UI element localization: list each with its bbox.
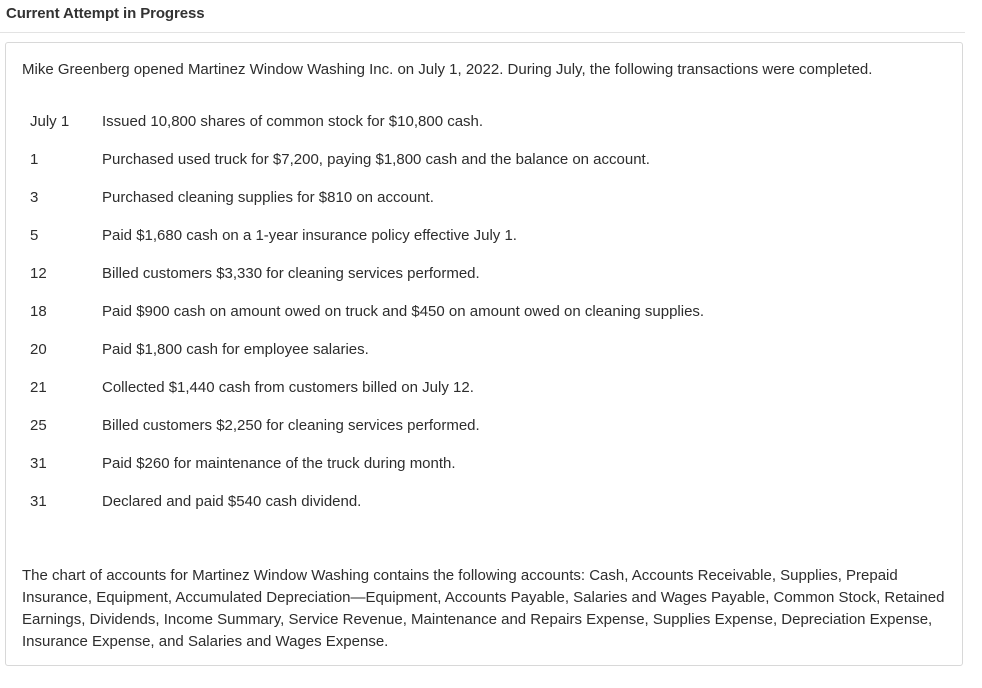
transaction-description: Paid $1,680 cash on a 1-year insurance policy effective July 1. (102, 227, 517, 244)
transaction-date: July 1 (30, 113, 70, 130)
transaction-date: 20 (30, 341, 47, 358)
transaction-date: 31 (30, 493, 47, 510)
transaction-date: 3 (30, 189, 39, 206)
transaction-date: 1 (30, 151, 39, 168)
transaction-description: Paid $1,800 cash for employee salaries. (102, 341, 369, 358)
transaction-date: 18 (30, 303, 47, 320)
transaction-description: Paid $900 cash on amount owed on truck and $450 on amount owed on cleaning supplies. (102, 303, 705, 320)
transaction-description: Paid $260 for maintenance of the truck during month. (102, 455, 456, 472)
transaction-date: 12 (30, 265, 47, 282)
transaction-date: 5 (30, 227, 39, 244)
transaction-description: Billed customers $2,250 for cleaning services performed. (102, 417, 480, 434)
transaction-description: Declared and paid $540 cash dividend. (102, 493, 362, 510)
transaction-description: Billed customers $3,330 for cleaning services performed. (102, 265, 480, 282)
transaction-date: 21 (30, 379, 47, 396)
transaction-date: 25 (30, 417, 47, 434)
problem-card (5, 42, 963, 666)
transaction-description: Collected $1,440 cash from customers billed on July 12. (102, 379, 474, 396)
problem-intro: Mike Greenberg opened Martinez Window Washing Inc. on July 1, 2022. During July, the following transactions were completed. (22, 61, 873, 78)
chart-of-accounts-text: The chart of accounts for Martinez Window Washing contains the following accounts: Cash, Accounts Receivable, Supplies, Prepaid Insurance, Equipment, Accumulated Depreciation—Equipment, Accounts Payable, Salaries and Wages Payable, Common Stock, Retained Earnings, Dividends, Income Summary, Service Revenue, Maintenance and Repairs Expense, Supplies Expense, Depreciation Expense, Insurance Expense, and Salaries and Wages Expense. (22, 567, 945, 650)
transaction-description: Purchased used truck for $7,200, paying $1,800 cash and the balance on account. (102, 151, 650, 168)
attempt-header (0, 0, 965, 33)
transaction-description: Issued 10,800 shares of common stock for $10,800 cash. (102, 113, 484, 130)
transaction-description: Purchased cleaning supplies for $810 on account. (102, 189, 434, 206)
attempt-status-title: Current Attempt in Progress (6, 5, 205, 22)
transaction-date: 31 (30, 455, 47, 472)
